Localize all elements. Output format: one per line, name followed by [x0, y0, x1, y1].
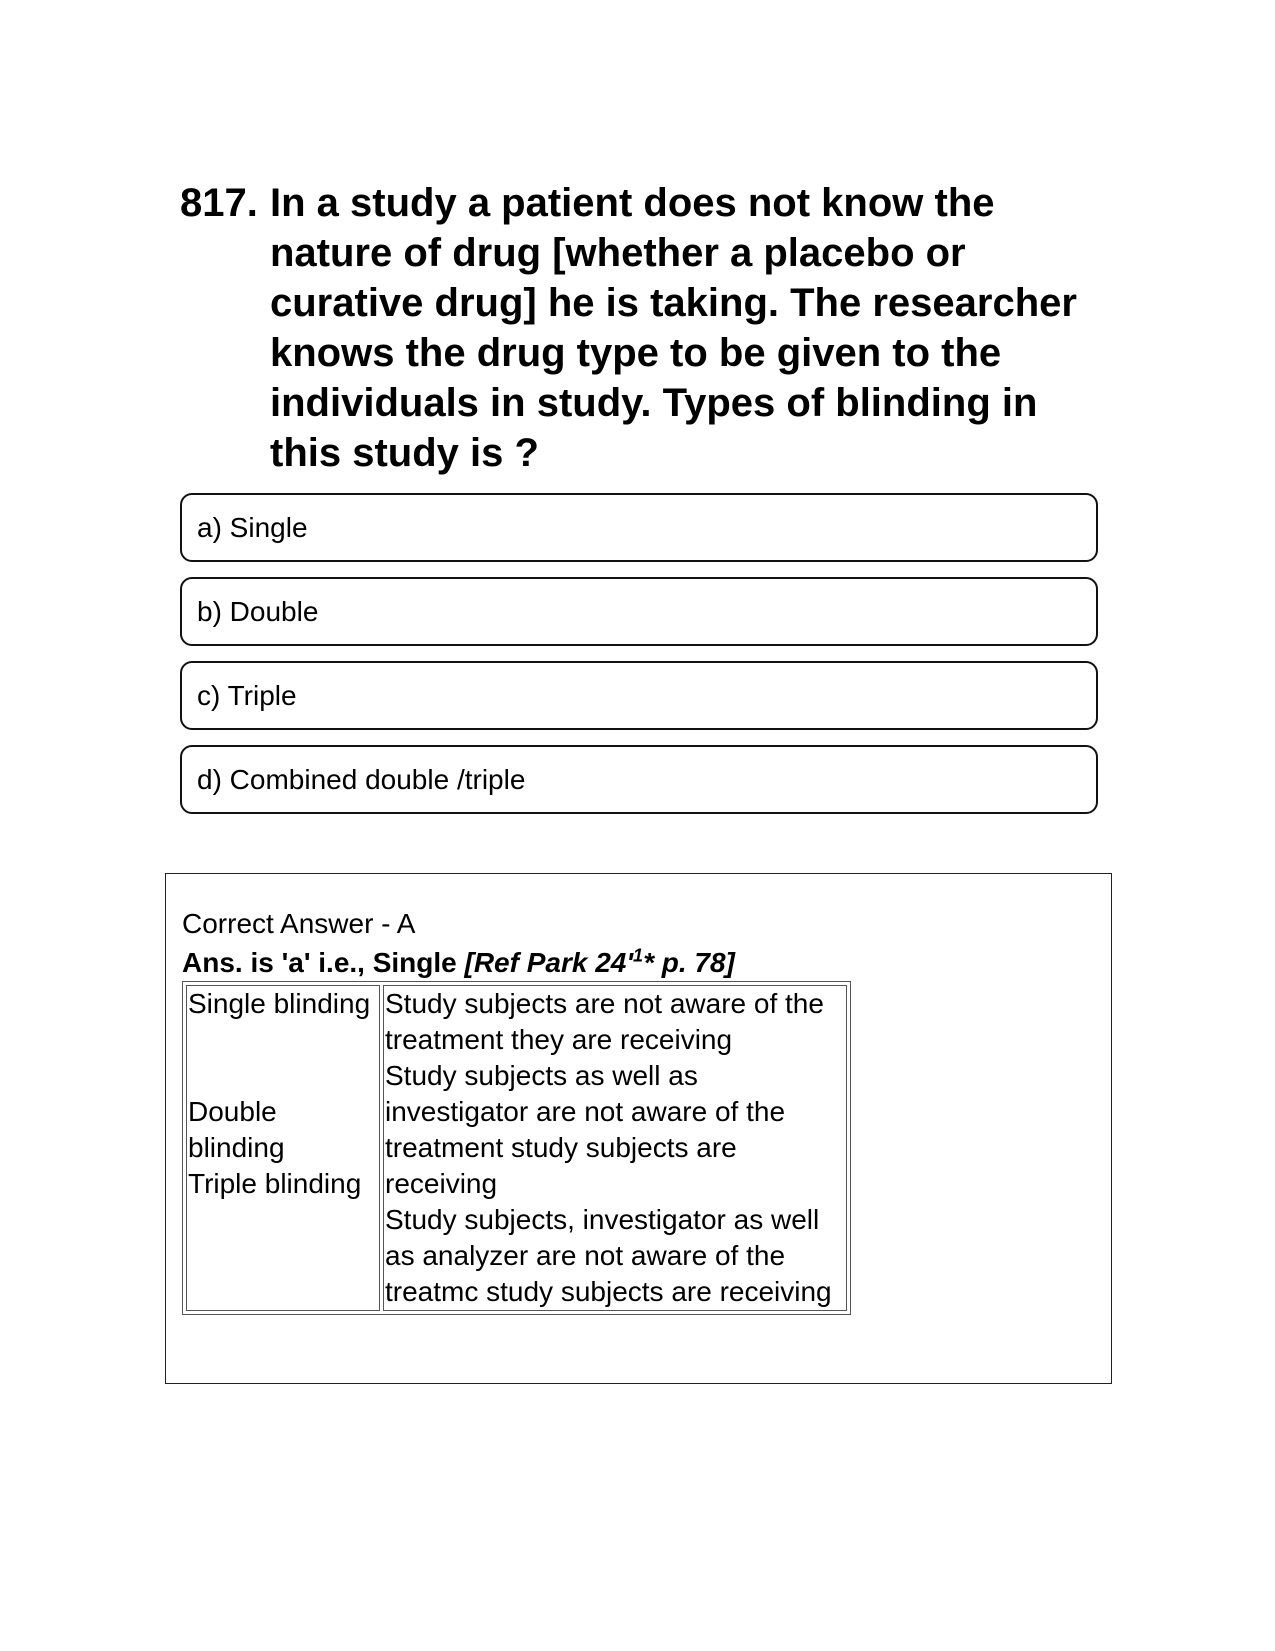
question-text: In a study a patient does not know the nature of drug [whether a placebo or curative drug] he is taking. The researcher knows the drug type to be given to the individuals in study. Types of blinding in this study is ? [270, 181, 1077, 475]
definition-triple: Study subjects, investigator as well as analyzer are not aware of the treatmc study subjects are receiving [385, 1204, 832, 1307]
answer-reference-sup: 1 [633, 945, 644, 966]
term-single: Single blinding [188, 988, 371, 1019]
question [180, 178, 1080, 478]
option-b[interactable]: b) Double [180, 577, 1098, 646]
answer-reference-text: [Ref Park 24' [464, 947, 634, 978]
option-d[interactable]: d) Combined double /triple [180, 745, 1098, 814]
blinding-table [182, 981, 851, 1315]
option-a[interactable]: a) Single [180, 493, 1098, 562]
question-number: 817. [180, 181, 258, 225]
table-row [186, 985, 847, 1311]
answer-explanation-prefix: Ans. is 'a' i.e., Single [182, 947, 465, 978]
definition-single: Study subjects are not aware of the treatment they are receiving [385, 988, 824, 1055]
answer-explanation [182, 945, 735, 981]
options-list [180, 493, 1098, 829]
term-triple: Triple blinding [188, 1168, 362, 1199]
term-double: Double blinding [188, 1096, 285, 1163]
correct-answer: Correct Answer - A [182, 908, 416, 939]
answer-reference-suffix: * p. 78] [643, 947, 735, 978]
answer-reference [465, 947, 735, 978]
blinding-terms-cell [186, 985, 380, 1311]
answer-box [165, 873, 1112, 1384]
blinding-definitions-cell [383, 985, 847, 1311]
definition-double: Study subjects as well as investigator are not aware of the treatment study subjects are receiving [385, 1060, 786, 1199]
option-c[interactable]: c) Triple [180, 661, 1098, 730]
